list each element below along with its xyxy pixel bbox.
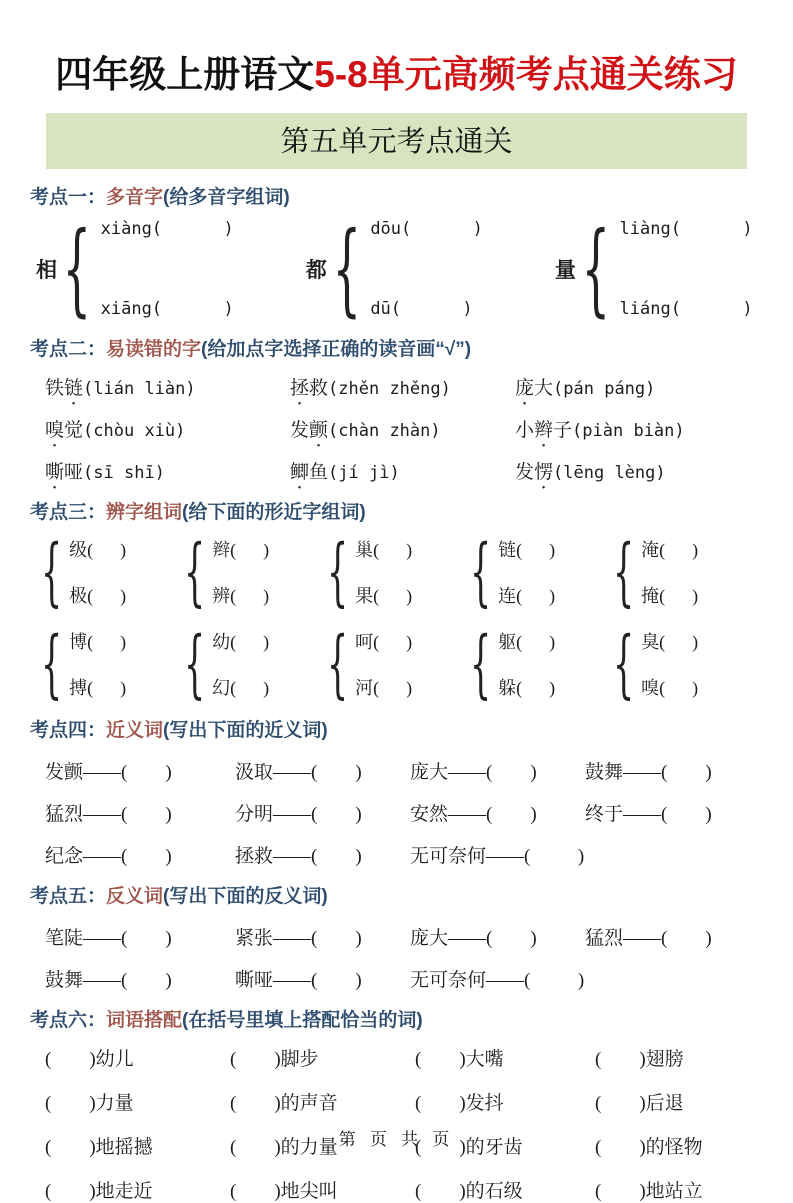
section-5-keyword: 反义词 (106, 886, 164, 907)
word-item: 嗅觉(chòu xiù) (45, 420, 186, 441)
left-brace-icon: { (469, 621, 492, 707)
char-pair-row (38, 529, 763, 615)
pronunciation-grid (45, 373, 763, 484)
word-item: 发愣(lēng lèng) (515, 462, 666, 483)
synonym-blank-item: 终于——( ) (585, 804, 712, 825)
word-item: 小辫子(piàn biàn) (515, 420, 685, 441)
char-blank-line: 幻( ) (212, 678, 270, 698)
section-3-heading (30, 497, 763, 524)
left-brace-icon: { (332, 210, 361, 327)
char-pair (38, 529, 181, 615)
collocation-blank-item: ( )地走近 (45, 1181, 153, 1202)
title-black-part: 四年级上册语文 (55, 54, 315, 95)
char-blank-line: 辫( ) (212, 540, 270, 560)
left-brace-icon: { (612, 621, 635, 707)
collocation-blank-item: ( )地摇撼 (45, 1137, 153, 1158)
section-kaodian-6 (30, 1005, 763, 1203)
collocation-blank-item: ( )的石级 (415, 1181, 523, 1202)
collocation-blank-item: ( )的力量 (230, 1137, 338, 1158)
section-kaodian-5 (30, 881, 763, 992)
pinyin-blank-line: dū( ) (370, 299, 473, 319)
polyphone-group (305, 210, 483, 327)
section-2-keyword: 易读错的字 (106, 339, 202, 360)
left-brace-icon: { (183, 529, 206, 615)
section-kaodian-3 (30, 497, 763, 707)
section-6-label: 考点六： (30, 1010, 107, 1031)
dotted-char: 辫 (534, 420, 554, 441)
pinyin-options: (sī shī) (83, 463, 165, 483)
section-kaodian-2 (30, 334, 763, 484)
synonym-blank-item: 庞大——( ) (410, 762, 537, 783)
char-blank-line: 极( ) (69, 586, 127, 606)
char-blank-line: 淹( ) (641, 540, 699, 560)
worksheet-page (0, 44, 793, 1203)
synonym-blank-item: 汲取——( ) (235, 762, 362, 783)
pinyin-blank-line: xiāng( ) (100, 299, 234, 319)
char-blank-line: 博( ) (69, 632, 127, 652)
antonym-row (45, 965, 763, 992)
collocation-blank-item: ( )翅膀 (595, 1049, 684, 1070)
collocation-blank-item: ( )的怪物 (595, 1137, 703, 1158)
left-brace-icon: { (40, 621, 63, 707)
synonym-row (45, 757, 763, 784)
section-2-label: 考点二： (30, 339, 107, 360)
char-pair (324, 621, 467, 707)
left-brace-icon: { (326, 621, 349, 707)
char-blank-line: 躯( ) (498, 632, 556, 652)
char-blank-line: 连( ) (498, 586, 556, 606)
antonym-blank-item: 嘶哑——( ) (235, 970, 362, 991)
synonym-blank-item: 无可奈何——( ) (410, 846, 585, 867)
left-brace-icon: { (581, 210, 611, 327)
dotted-char: 庞 (515, 378, 535, 399)
polyphone-char: 相 (36, 258, 57, 282)
dotted-char: 愣 (534, 462, 554, 483)
left-brace-icon: { (326, 529, 349, 615)
pinyin-options: (jí jì) (328, 463, 400, 483)
pinyin-options: (chàn zhàn) (328, 421, 441, 441)
section-4-note: (写出下面的近义词) (163, 720, 328, 741)
synonym-blank-item: 分明——( ) (235, 804, 362, 825)
synonym-blank-item: 鼓舞——( ) (585, 762, 712, 783)
section-6-heading (30, 1005, 763, 1032)
char-pair (610, 621, 753, 707)
left-brace-icon: { (62, 210, 92, 327)
section-1-heading (30, 182, 763, 209)
polyphone-char: 都 (305, 258, 327, 282)
char-blank-line: 级( ) (69, 540, 127, 560)
section-5-label: 考点五： (30, 886, 107, 907)
char-blank-line: 掩( ) (641, 586, 699, 606)
char-blank-line: 河( ) (355, 678, 413, 698)
section-1-note: (给多音字组词) (163, 187, 290, 208)
pinyin-blank-line: liàng( ) (619, 219, 753, 239)
pinyin-options: (piàn biàn) (572, 421, 685, 441)
synonym-blank-item: 拯救——( ) (235, 846, 362, 867)
unit-banner: 第五单元考点通关 (46, 113, 747, 169)
synonym-blank-item: 猛烈——( ) (45, 804, 172, 825)
synonym-row (45, 841, 763, 868)
polyphone-group (36, 210, 234, 327)
section-4-keyword: 近义词 (106, 720, 164, 741)
char-blank-line: 幼( ) (212, 632, 270, 652)
polyphone-char: 量 (554, 258, 576, 282)
section-2-note: (给加点字选择正确的读音画“√”) (201, 339, 472, 360)
section-1-label: 考点一： (30, 187, 107, 208)
left-brace-icon: { (469, 529, 492, 615)
section-3-note: (给下面的形近字组词) (182, 502, 366, 523)
pinyin-blank-line: liáng( ) (619, 299, 753, 319)
char-pair (610, 529, 753, 615)
antonym-blank-item: 笔陡——( ) (45, 928, 172, 949)
char-pair (467, 621, 610, 707)
collocation-blank-item: ( )发抖 (415, 1093, 504, 1114)
synonym-blank-item: 纪念——( ) (45, 846, 172, 867)
pinyin-options: (zhěn zhěng) (328, 379, 451, 399)
char-blank-line: 呵( ) (355, 632, 413, 652)
page-footer: 第 页 共 页 (338, 1130, 455, 1149)
dotted-char: 链 (64, 378, 84, 399)
collocation-blank-item: ( )大嘴 (415, 1049, 504, 1070)
antonym-row (45, 923, 763, 950)
section-5-note: (写出下面的反义词) (163, 886, 328, 907)
left-brace-icon: { (183, 621, 206, 707)
char-blank-line: 搏( ) (69, 678, 127, 698)
section-kaodian-4 (30, 715, 763, 868)
word-item: 发颤(chàn zhàn) (290, 420, 441, 441)
char-pair (181, 621, 324, 707)
antonym-blank-item: 鼓舞——( ) (45, 970, 172, 991)
collocation-grid (45, 1044, 763, 1203)
dotted-char: 颤 (309, 420, 329, 441)
section-3-label: 考点三： (30, 502, 107, 523)
char-blank-line: 躲( ) (498, 678, 556, 698)
word-item: 拯救(zhěn zhěng) (290, 378, 451, 399)
section-4-label: 考点四： (30, 720, 107, 741)
pinyin-options: (lēng lèng) (553, 463, 666, 483)
collocation-blank-item: ( )的牙齿 (415, 1137, 523, 1158)
collocation-blank-item: ( )地站立 (595, 1181, 703, 1202)
dotted-char: 鲫 (290, 462, 310, 483)
collocation-blank-item: ( )力量 (45, 1093, 134, 1114)
pinyin-blank-line: dōu( ) (370, 219, 483, 239)
section-kaodian-1 (30, 182, 763, 327)
title-red-part: 5-8单元高频考点通关练习 (314, 54, 738, 95)
char-blank-line: 辨( ) (212, 586, 270, 606)
pinyin-options: (pán páng) (553, 379, 656, 399)
word-item: 嘶哑(sī shī) (45, 462, 165, 483)
synonym-row (45, 799, 763, 826)
pinyin-blank-line: xiàng( ) (100, 219, 234, 239)
pinyin-options: (chòu xiù) (83, 421, 186, 441)
collocation-blank-item: ( )脚步 (230, 1049, 319, 1070)
page-title (30, 44, 763, 98)
word-item: 庞大(pán páng) (515, 378, 656, 399)
collocation-blank-item: ( )地尖叫 (230, 1181, 338, 1202)
section-4-heading (30, 715, 763, 742)
dotted-char: 拯 (290, 378, 310, 399)
antonym-blank-item: 无可奈何——( ) (410, 970, 585, 991)
antonym-blank-item: 庞大——( ) (410, 928, 537, 949)
word-item: 铁链(lián liàn) (45, 378, 196, 399)
char-blank-line: 臭( ) (641, 632, 699, 652)
section-6-note: (在括号里填上搭配恰当的词) (182, 1010, 423, 1031)
synonym-blank-item: 安然——( ) (410, 804, 537, 825)
polyphone-group (554, 210, 753, 327)
antonym-blank-item: 猛烈——( ) (585, 928, 712, 949)
antonym-blank-item: 紧张——( ) (235, 928, 362, 949)
char-blank-line: 链( ) (498, 540, 556, 560)
section-2-heading (30, 334, 763, 361)
char-pair (181, 529, 324, 615)
char-blank-line: 嗅( ) (641, 678, 699, 698)
section-6-keyword: 词语搭配 (106, 1010, 183, 1031)
section-1-keyword: 多音字 (106, 187, 164, 208)
char-pair-row (38, 621, 763, 707)
polyphone-row (36, 210, 763, 327)
dotted-char: 嗅 (45, 420, 65, 441)
section-5-heading (30, 881, 763, 908)
section-3-keyword: 辨字组词 (106, 502, 183, 523)
char-blank-line: 果( ) (355, 586, 413, 606)
dotted-char: 嘶 (45, 462, 65, 483)
collocation-blank-item: ( )的声音 (230, 1093, 338, 1114)
word-item: 鲫鱼(jí jì) (290, 462, 400, 483)
synonym-blank-item: 发颤——( ) (45, 762, 172, 783)
char-blank-line: 巢( ) (355, 540, 413, 560)
pinyin-options: (lián liàn) (83, 379, 196, 399)
left-brace-icon: { (40, 529, 63, 615)
collocation-blank-item: ( )后退 (595, 1093, 684, 1114)
char-pair (38, 621, 181, 707)
left-brace-icon: { (612, 529, 635, 615)
collocation-blank-item: ( )幼儿 (45, 1049, 134, 1070)
char-pair (324, 529, 467, 615)
char-pair (467, 529, 610, 615)
